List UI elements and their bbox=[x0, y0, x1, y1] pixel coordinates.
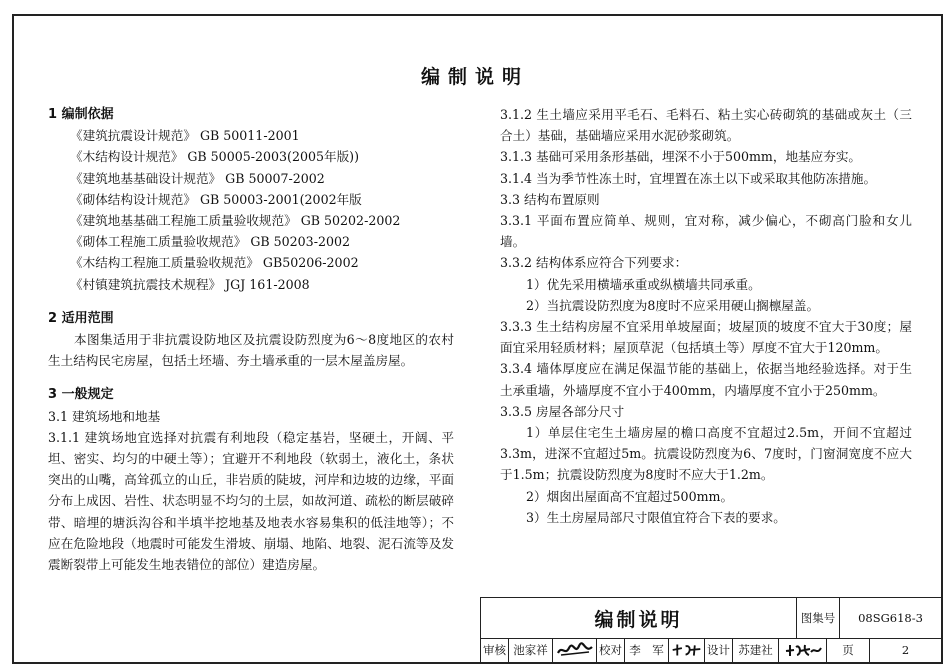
text-line: 《木结构设计规范》 GB 50005-2003(2005年版)) bbox=[70, 149, 360, 165]
text-line: 1）优先采用横墙承重或纵横墙共同承重。 bbox=[526, 276, 761, 292]
text-line: 《建筑地基基础设计规范》 GB 50007-2002 bbox=[70, 170, 325, 186]
text-line: 《建筑地基基础工程施工质量验收规范》 GB 50202-2002 bbox=[70, 213, 401, 229]
text-line: 《砌体工程施工质量验收规范》 GB 50203-2002 bbox=[70, 234, 351, 250]
text-line: 3.1.1 建筑场地宜选择对抗震有利地段（稳定基岩，坚硬土，开阔、平坦、密实、均匀的中硬土等）；宜避开不利地段（软弱土，液化土，条状突出的山嘴，高耸孤立的山丘，非岩质的陡坡，河岸和边坡的边缘，平面分布上成因、岩性、状态明显不均匀的土层，如故河道、疏松的断层破碎带、暗埋的塘浜沟谷和半填半挖地基及地表水容易集积的低洼地等）；不应在危险地段（地震时可能发生滑坡、崩塌、地陷、地裂、泥石流等及发震断裂带上可能发生地表错位的部位）建造房屋。 bbox=[48, 429, 454, 573]
atlas-label: 图集号 bbox=[797, 598, 840, 638]
text-line: 3.1.2 生土墙应采用平毛石、毛料石、粘土实心砖砌筑的基础或灰土（三合土）基础，基础墙应采用水泥砂浆砌筑。 bbox=[500, 107, 912, 144]
atlas-number: 08SG618-3 bbox=[840, 598, 942, 638]
title-block-row-1 bbox=[481, 598, 942, 639]
check-name: 李 军 bbox=[625, 638, 669, 662]
text-line: 3）生土房屋局部尺寸限值宜符合下表的要求。 bbox=[526, 509, 786, 525]
check-label: 校对 bbox=[597, 638, 625, 662]
text-line: 2）烟囱出屋面高不宜超过500mm。 bbox=[526, 488, 734, 504]
text-line: 本图集适用于非抗震设防地区及抗震设防烈度为6～8度地区的农村生土结构民宅房屋，包括土坯墙、夯土墙承重的一层木屋盖房屋。 bbox=[48, 332, 454, 369]
review-signature bbox=[553, 638, 597, 662]
right-column bbox=[500, 104, 912, 528]
text-line: 3.3.2 结构体系应符合下列要求： bbox=[500, 255, 688, 271]
text-line: 《砌体结构设计规范》 GB 50003-2001(2002年版 bbox=[70, 191, 362, 207]
text-line: 3.3.5 房屋各部分尺寸 bbox=[500, 403, 625, 419]
page-number: 2 bbox=[870, 638, 942, 662]
page-label: 页 bbox=[827, 638, 870, 662]
drawing-title: 编制说明 bbox=[481, 598, 797, 638]
design-signature bbox=[779, 638, 827, 662]
text-line: 《木结构工程施工质量验收规范》 GB50206-2002 bbox=[70, 255, 359, 271]
text-line: 3.1.4 当为季节性冻土时，宜埋置在冻土以下或采取其他防冻措施。 bbox=[500, 170, 877, 186]
text-line: 3.1.3 基础可采用条形基础，埋深不小于500mm，地基应夯实。 bbox=[500, 149, 862, 165]
section-gap bbox=[48, 295, 454, 308]
text-line: 《村镇建筑抗震技术规程》 JGJ 161-2008 bbox=[70, 276, 310, 292]
text-line: 3.3.3 生土结构房屋不宜采用单坡屋面；坡屋顶的坡度不宜大于30度；屋面宜采用轻质材料；屋顶草泥（包括填土等）厚度不宜大于120mm。 bbox=[500, 319, 912, 356]
text-line: 3.1 建筑场地和地基 bbox=[48, 408, 161, 424]
design-name: 苏建社 bbox=[733, 638, 779, 662]
check-signature bbox=[669, 638, 705, 662]
review-name: 池家祥 bbox=[509, 638, 553, 662]
section-heading: 3 一般规定 bbox=[48, 387, 114, 403]
text-line: 2）当抗震设防烈度为8度时不应采用硬山搁檩屋盖。 bbox=[526, 297, 820, 313]
review-label: 审核 bbox=[481, 638, 509, 662]
design-label: 设计 bbox=[705, 638, 733, 662]
text-line: 《建筑抗震设计规范》 GB 50011-2001 bbox=[70, 128, 300, 144]
text-line: 3.3.1 平面布置应简单、规则，宜对称，减少偏心，不砌高门脸和女儿墙。 bbox=[500, 213, 912, 250]
text-line: 3.3 结构布置原则 bbox=[500, 191, 600, 207]
left-column bbox=[48, 104, 454, 575]
section-heading: 1 编制依据 bbox=[48, 107, 114, 122]
text-line: 1）单层住宅生土墙房屋的檐口高度不宜超过2.5m，开间不宜超过3.3m，进深不宜超过5m。抗震设防烈度为6、7度时，门窗洞宽度不应大于1.5m；抗震设防烈度为8度时不应大于1.2m。 bbox=[500, 425, 912, 483]
title-block-row-2 bbox=[481, 638, 942, 662]
section-heading: 2 适用范围 bbox=[48, 310, 114, 326]
title-block bbox=[480, 597, 942, 662]
page-title: 编制说明 bbox=[420, 66, 529, 88]
text-line: 3.3.4 墙体厚度应在满足保温节能的基础上，依据当地经验选择。对于生土承重墙，外墙厚度不宜小于400mm，内墙厚度不宜小于250mm。 bbox=[500, 361, 912, 398]
section-gap bbox=[48, 371, 454, 384]
